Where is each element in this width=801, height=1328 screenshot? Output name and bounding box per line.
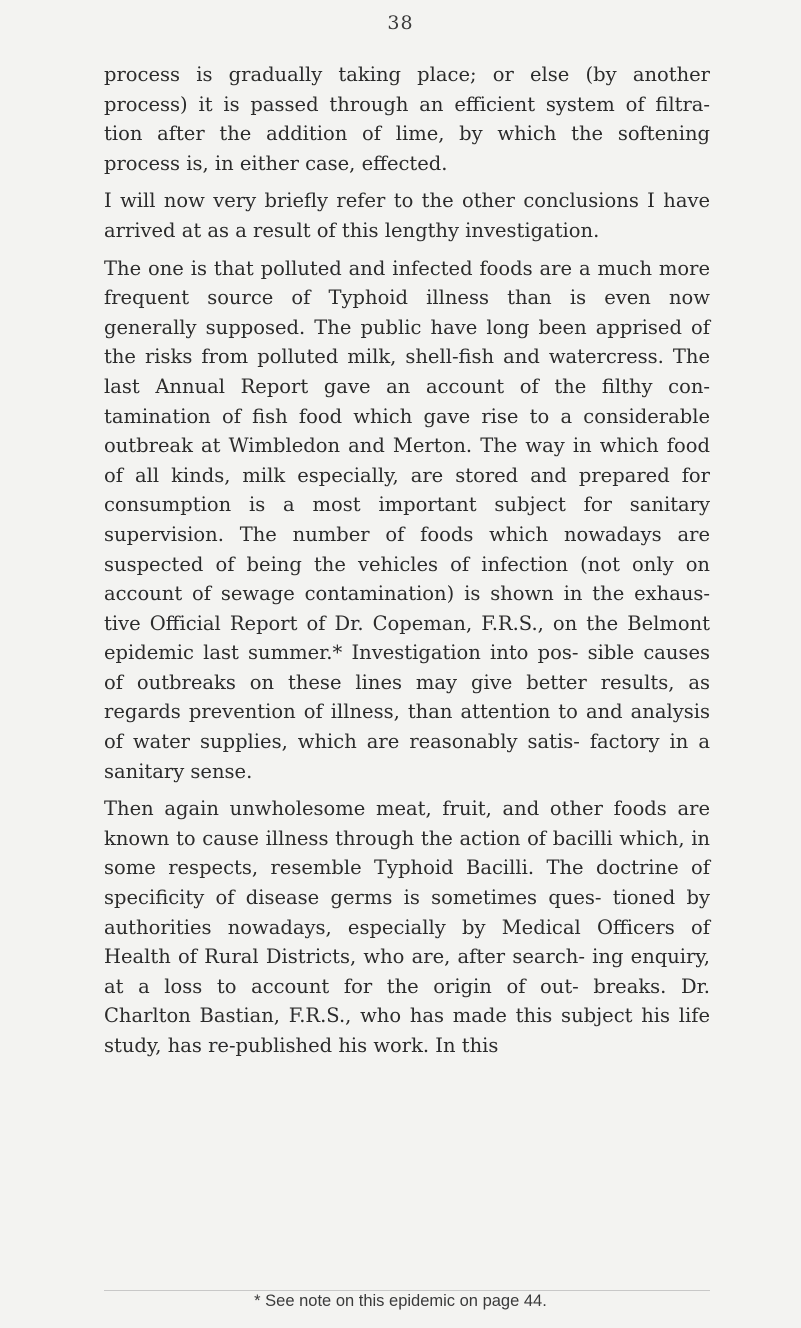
- footnote: * See note on this epidemic on page 44.: [254, 1292, 547, 1310]
- paragraph-softening-process: process is gradually taking place; or else (by another process) it is passed through an efficient system of filtra- tion after the addition of lime, by which the softening process is, in either case, effected.: [104, 63, 710, 175]
- footnote-divider: [104, 1290, 710, 1291]
- body-text: [104, 60, 710, 1061]
- page-number: 38: [387, 12, 414, 34]
- paragraph-other-conclusions: I will now very briefly refer to the other conclusions I have arrived at as a result of this lengthy investigation.: [104, 189, 710, 242]
- paragraph-infected-foods: The one is that polluted and infected foods are a much more frequent source of Typhoid illness than is even now generally supposed. The public have long been apprised of the risks from polluted milk, shell-fish and watercress. The last Annual Report gave an account of the filthy con- tamination of fish food which gave rise to a considerable outbreak at Wimbledon and Merton. The way in which food of all kinds, milk especially, are stored and prepared for consumption is a most important subject for sanitary supervision. The number of foods which nowadays are suspected of being the vehicles of infection (not only on account of sewage contamination) is shown in the exhaus- tive Official Report of Dr. Copeman, F.R.S., on the Belmont epidemic last summer.* Investigation into pos- sible causes of outbreaks on these lines may give better results, as regards prevention of illness, than attention to and analysis of water supplies, which are reasonably satis- factory in a sanitary sense.: [104, 256, 710, 783]
- paragraph-unwholesome-meat: Then again unwholesome meat, fruit, and other foods are known to cause illness through the action of bacilli which, in some respects, resemble Typhoid Bacilli. The doctrine of specificity of disease germs is sometimes ques- tioned by authorities nowadays, especially by Medical Officers of Health of Rural Districts, who are, after search- ing enquiry, at a loss to account for the origin of out- breaks. Dr. Charlton Bastian, F.R.S., who has made this subject his life study, has re-published his work. In this: [104, 797, 710, 1057]
